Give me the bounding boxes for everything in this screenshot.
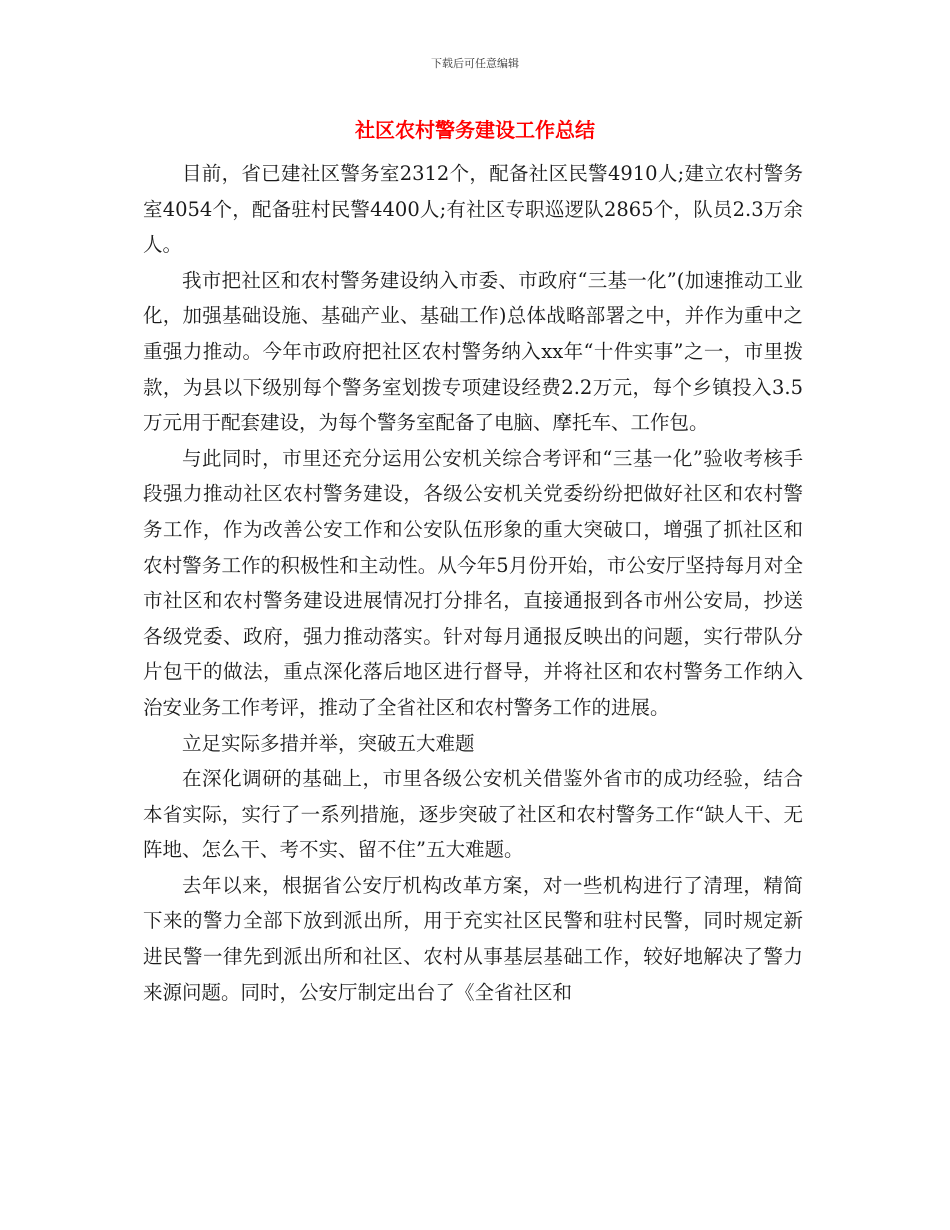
paragraph: 在深化调研的基础上，市里各级公安机关借鉴外省市的成功经验，结合本省实际，实行了一系列措施，逐步突破了社区和农村警务工作“缺人干、无阵地、怎么干、考不实、留不住”五大难题。 — [143, 767, 803, 862]
header-note: 下载后可任意编辑 — [431, 57, 519, 70]
document-body — [143, 156, 803, 1010]
section-heading: 立足实际多措并举，突破五大难题 — [182, 731, 475, 755]
paragraph: 与此同时，市里还充分运用公安机关综合考评和“三基一化”验收考核手段强力推动社区农村警务建设，各级公安机关党委纷纷把做好社区和农村警务工作，作为改善公安工作和公安队伍形象的重大突破口，增强了抓社区和农村警务工作的积极性和主动性。从今年5月份开始，市公安厅坚持每月对全市社区和农村警务建设进展情况打分排名，直接通报到各市州公安局，抄送各级党委、政府，强力推动落实。针对每月通报反映出的问题，实行带队分片包干的做法，重点深化落后地区进行督导，并将社区和农村警务工作纳入治安业务工作考评，推动了全省社区和农村警务工作的进展。 — [143, 446, 803, 719]
paragraph: 目前，省已建社区警务室2312个，配备社区民警4910人;建立农村警务室4054个，配备驻村民警4400人;有社区专职巡逻队2865个，队员2.3万余人。 — [143, 162, 803, 257]
paragraph: 我市把社区和农村警务建设纳入市委、市政府“三基一化”(加速推动工业化，加强基础设施、基础产业、基础工作)总体战略部署之中，并作为重中之重强力推动。今年市政府把社区农村警务纳入xx年“十件实事”之一，市里拨款，为县以下级别每个警务室划拨专项建设经费2.2万元，每个乡镇投入3.5万元用于配套建设，为每个警务室配备了电脑、摩托车、工作包。 — [143, 268, 803, 435]
paragraph: 去年以来，根据省公安厅机构改革方案，对一些机构进行了清理，精简下来的警力全部下放到派出所，用于充实社区民警和驻村民警，同时规定新进民警一律先到派出所和社区、农村从事基层基础工作，较好地解决了警力来源问题。同时，公安厅制定出台了《全省社区和 — [143, 873, 803, 1004]
document-title: 社区农村警务建设工作总结 — [355, 118, 595, 142]
